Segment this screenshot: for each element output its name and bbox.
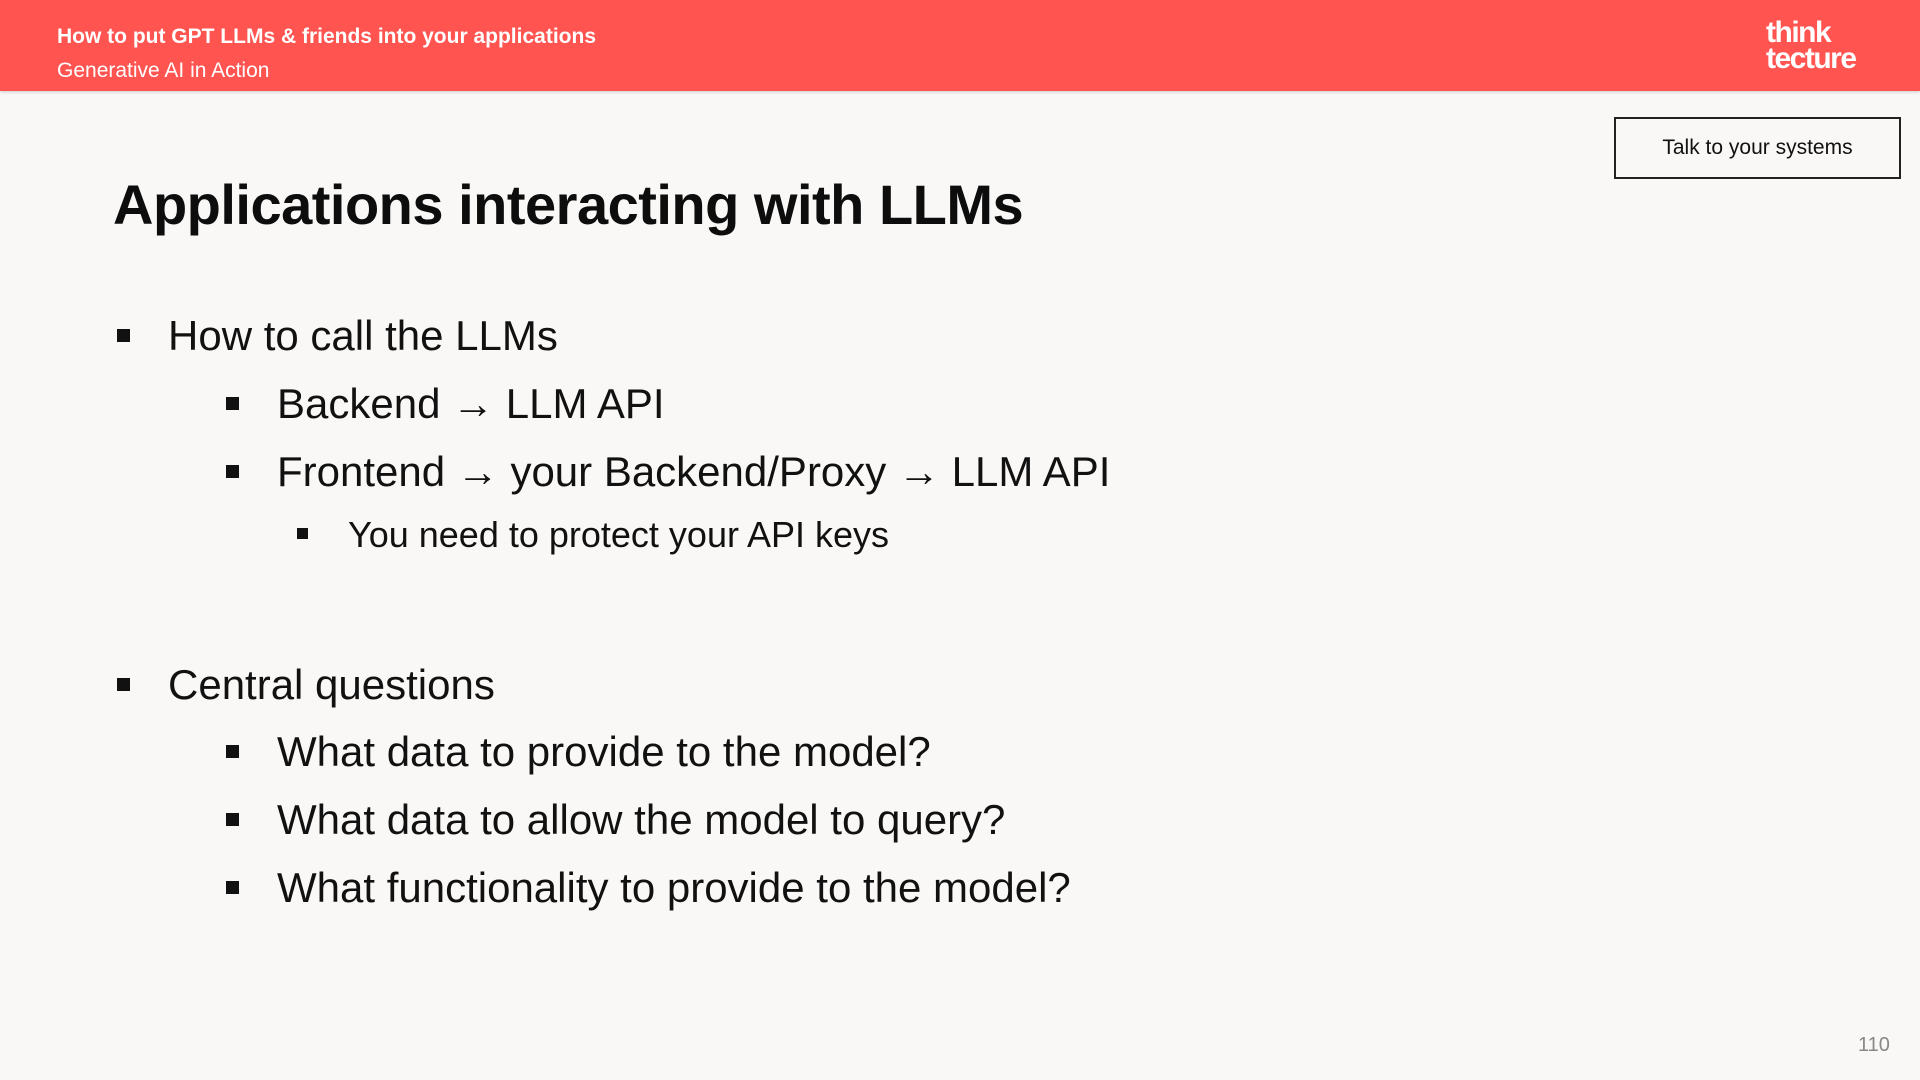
- bullet-marker: [226, 465, 239, 478]
- presentation-title: How to put GPT LLMs & friends into your applications: [57, 25, 596, 48]
- bullet-marker: [117, 678, 130, 691]
- header-bar: [0, 0, 1920, 91]
- bullet-marker: [226, 397, 239, 410]
- bullet-item: [277, 448, 1110, 496]
- topic-tag: Talk to your systems: [1614, 117, 1901, 179]
- bullet-item: [277, 864, 1071, 912]
- bullet-text: Backend → LLM API: [277, 380, 665, 427]
- bullet-text: What data to allow the model to query?: [277, 796, 1006, 843]
- logo-line-2: tecture: [1766, 42, 1856, 75]
- bullet-item: [348, 514, 889, 556]
- bullet-item: [277, 728, 931, 776]
- slide-title: Applications interacting with LLMs: [113, 173, 1024, 236]
- bullet-item: [168, 312, 558, 360]
- presentation-subtitle: Generative AI in Action: [57, 59, 270, 82]
- logo-line-1: think: [1766, 16, 1831, 49]
- bullet-marker: [117, 329, 130, 342]
- bullet-text: What functionality to provide to the model?: [277, 864, 1071, 911]
- bullet-text: What data to provide to the model?: [277, 728, 931, 775]
- bullet-item: [277, 380, 665, 428]
- bullet-text: Frontend → your Backend/Proxy → LLM API: [277, 448, 1111, 495]
- thinktecture-logo: [1766, 16, 1856, 75]
- bullet-text: Central questions: [168, 661, 495, 708]
- bullet-marker: [226, 745, 239, 758]
- bullet-marker: [226, 813, 239, 826]
- page-number: 110: [1858, 1034, 1890, 1056]
- bullet-text: You need to protect your API keys: [348, 514, 890, 555]
- bullet-item: [277, 796, 1005, 844]
- bullet-marker: [297, 528, 308, 539]
- bullet-text: How to call the LLMs: [168, 312, 558, 359]
- bullet-marker: [226, 881, 239, 894]
- bullet-item: [168, 661, 495, 709]
